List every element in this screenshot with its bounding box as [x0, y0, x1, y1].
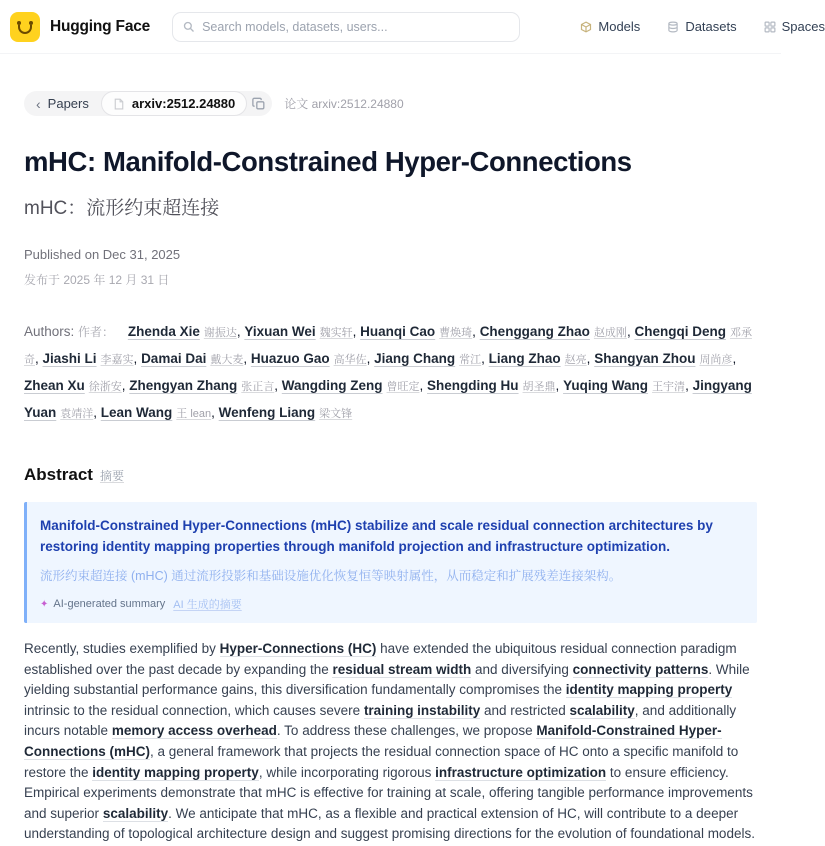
hugging-face-logo-icon[interactable]	[10, 12, 40, 42]
author-link[interactable]: Huanqi Cao	[360, 324, 436, 339]
author-link[interactable]: Zhengyan Zhang	[129, 378, 238, 393]
author-link[interactable]: Shangyan Zhou	[594, 351, 696, 366]
published-date: Published on Dec 31, 2025	[24, 247, 181, 262]
author-name-translation: 曾旺定	[386, 381, 420, 393]
abstract-heading-label: Abstract	[24, 465, 93, 484]
models-icon	[580, 21, 592, 33]
keyword-link[interactable]: Manifold-Constrained Hyper-Connections (mHC)	[24, 723, 722, 759]
abstract-text: and restricted	[480, 702, 570, 718]
abstract-heading	[24, 465, 757, 485]
ai-summary-text: Manifold-Constrained Hyper-Connections (mHC) stabilize and scale residual connection architectures by restoring identity mapping properties through manifold projection and infrastructure optimization.	[40, 518, 713, 554]
keyword-link[interactable]: training instability	[363, 702, 481, 718]
author-name-translation: 常江	[459, 354, 482, 366]
breadcrumb-group	[24, 91, 272, 116]
author-name-translation: 李嘉实	[100, 354, 134, 366]
paper-title-translation: mHC：流形约束超连接	[24, 198, 220, 219]
abstract-text: and diversifying	[471, 661, 573, 677]
breadcrumb	[24, 91, 757, 116]
author-name-translation: 高华佐	[333, 354, 367, 366]
back-to-papers-label: Papers	[47, 96, 89, 111]
keyword-link[interactable]: infrastructure optimization	[435, 764, 607, 780]
abstract-text: to ensure efficiency. Empirical experiments demonstrate that mHC is effective for training at scale, offering tangible performance improvements and superior	[24, 764, 753, 821]
authors-block	[24, 319, 757, 427]
arxiv-id-pill[interactable]	[101, 91, 247, 116]
paper-page	[0, 91, 781, 845]
search-icon	[183, 21, 195, 33]
abstract-text: have extended the ubiquitous residual connection paradigm established over the past decade by expanding the	[24, 641, 737, 677]
nav-spaces-label: Spaces	[781, 19, 825, 34]
author-link[interactable]: Jingyang Yuan	[24, 378, 752, 420]
author-link[interactable]: Zhenda Xie	[127, 324, 200, 339]
abstract-text: intrinsic to the residual connection, which causes severe	[24, 702, 364, 718]
author-name-translation: 邓承奇	[24, 327, 752, 366]
authors-label-translation: 作者：	[78, 325, 115, 339]
search-box[interactable]	[172, 12, 520, 42]
datasets-icon	[667, 21, 679, 33]
ai-summary-translation: 流形约束超连接 (mHC) 通过流形投影和基础设施优化恢复恒等映射属性，从而稳定和扩展残差连接架构。	[40, 569, 622, 583]
author-link[interactable]: Liang Zhao	[488, 351, 561, 366]
nav-models[interactable]	[580, 19, 640, 34]
author-link[interactable]: Wenfeng Liang	[218, 405, 316, 420]
paper-title: mHC: Manifold-Constrained Hyper-Connections	[24, 146, 632, 177]
keyword-link[interactable]: memory access overhead	[111, 723, 277, 739]
ai-summary-attribution	[40, 596, 741, 612]
author-link[interactable]: Zhean Xu	[24, 378, 85, 393]
copy-icon	[252, 97, 266, 111]
author-name-translation: 徐浙安	[88, 381, 122, 393]
abstract-paragraph	[24, 639, 757, 845]
keyword-link[interactable]: scalability	[569, 702, 635, 718]
author-link[interactable]: Jiang Chang	[374, 351, 456, 366]
back-to-papers-button[interactable]	[24, 91, 102, 116]
ai-summary-box	[24, 502, 757, 623]
abstract-text: . We anticipate that mHC, as a flexible and practical extension of HC, will contribute to a deeper understanding of topological architecture design and suggest promising directions for the evolution of foundational models.	[24, 805, 755, 842]
author-name-translation: 胡圣鼎	[522, 381, 556, 393]
keyword-link[interactable]: residual stream width	[332, 661, 472, 677]
breadcrumb-translation: 论文 arxiv:2512.24880	[284, 97, 404, 111]
author-link[interactable]: Shengding Hu	[427, 378, 519, 393]
author-link[interactable]: Yixuan Wei	[244, 324, 316, 339]
author-name-translation: 王 lean	[176, 408, 212, 420]
author-link[interactable]: Yuqing Wang	[563, 378, 649, 393]
author-link[interactable]: Damai Dai	[141, 351, 207, 366]
abstract-text: . To address these challenges, we propose	[276, 723, 537, 739]
keyword-link[interactable]: identity mapping property	[565, 682, 733, 698]
published-date-translation: 发布于 2025 年 12 月 31 日	[24, 273, 170, 287]
author-link[interactable]: Chenggang Zhao	[479, 324, 590, 339]
authors-label: Authors:	[24, 324, 75, 339]
top-navbar	[0, 0, 825, 54]
abstract-heading-translation: 摘要	[99, 469, 124, 483]
author-link[interactable]: Wangding Zeng	[281, 378, 383, 393]
abstract-text: , a general framework that projects the residual connection space of HC onto a specific manifold to restore the	[24, 743, 739, 780]
author-name-translation: 曹焕琦	[439, 327, 473, 339]
search-input[interactable]	[202, 20, 509, 34]
brand-title[interactable]: Hugging Face	[50, 17, 151, 35]
chevron-left-icon: ‹	[36, 95, 41, 112]
spaces-icon	[764, 21, 776, 33]
abstract-text: , and additionally incurs notable	[24, 702, 737, 739]
main-nav	[580, 19, 825, 34]
author-link[interactable]: Jiashi Li	[42, 351, 97, 366]
nav-datasets-label: Datasets	[685, 19, 737, 34]
ai-generated-label: AI-generated summary	[53, 598, 166, 610]
keyword-link[interactable]: Hyper-Connections (HC)	[219, 641, 377, 656]
abstract-text: Recently, studies exemplified by	[24, 641, 220, 656]
abstract-text: . While yielding substantial performance gains, this diversification fundamentally compromises the	[24, 661, 750, 698]
authors-list: Zhenda Xie 谢振达, Yixuan Wei 魏实轩, Huanqi Cao 曹焕琦, Chenggang Zhao 赵成刚, Chengqi Deng 邓承奇, Jiashi Li 李嘉实, Damai Dai 戴大麦, Huazuo Gao 高华佐, Jiang Chang 常江, Liang Zhao 赵亮, Shangyan Zhou 周尚彦, Zhean Xu 徐浙安, Zhengyan Zhang 张正言, Wangding Zeng 曾旺定, Shengding Hu 胡圣鼎, Yuqing Wang 王宇清, Jingyang Yuan 袁靖洋, Lean Wang 王 lean, Wenfeng Liang 梁文锋	[24, 324, 752, 420]
keyword-link[interactable]: identity mapping property	[92, 764, 259, 780]
arxiv-id-label: arxiv:2512.24880	[131, 96, 236, 111]
sparkle-icon: ✦	[40, 598, 49, 610]
abstract-text: , while incorporating rigorous	[258, 764, 436, 780]
keyword-link[interactable]: scalability	[102, 805, 169, 821]
author-name-translation: 魏实轩	[319, 327, 353, 339]
author-name-translation: 赵亮	[564, 354, 587, 366]
author-link[interactable]: Huazuo Gao	[250, 351, 330, 366]
author-name-translation: 赵成刚	[593, 327, 627, 339]
author-name-translation: 梁文锋	[319, 408, 353, 420]
document-icon	[113, 98, 125, 110]
author-name-translation: 张正言	[241, 381, 275, 393]
author-name-translation: 戴大麦	[210, 354, 244, 366]
nav-datasets[interactable]	[667, 19, 736, 34]
author-name-translation: 王宇清	[652, 381, 686, 393]
author-name-translation: 谢振达	[203, 327, 237, 339]
author-link[interactable]: Lean Wang	[100, 405, 173, 420]
keyword-link[interactable]: connectivity patterns	[572, 661, 709, 677]
author-name-translation: 袁靖洋	[60, 408, 94, 420]
author-name-translation: 周尚彦	[699, 354, 733, 366]
nav-spaces[interactable]	[764, 19, 825, 34]
nav-models-label: Models	[598, 19, 641, 34]
copy-arxiv-id-button[interactable]	[250, 97, 272, 111]
ai-generated-label-translation: AI 生成的摘要	[173, 599, 242, 611]
author-link[interactable]: Chengqi Deng	[634, 324, 726, 339]
